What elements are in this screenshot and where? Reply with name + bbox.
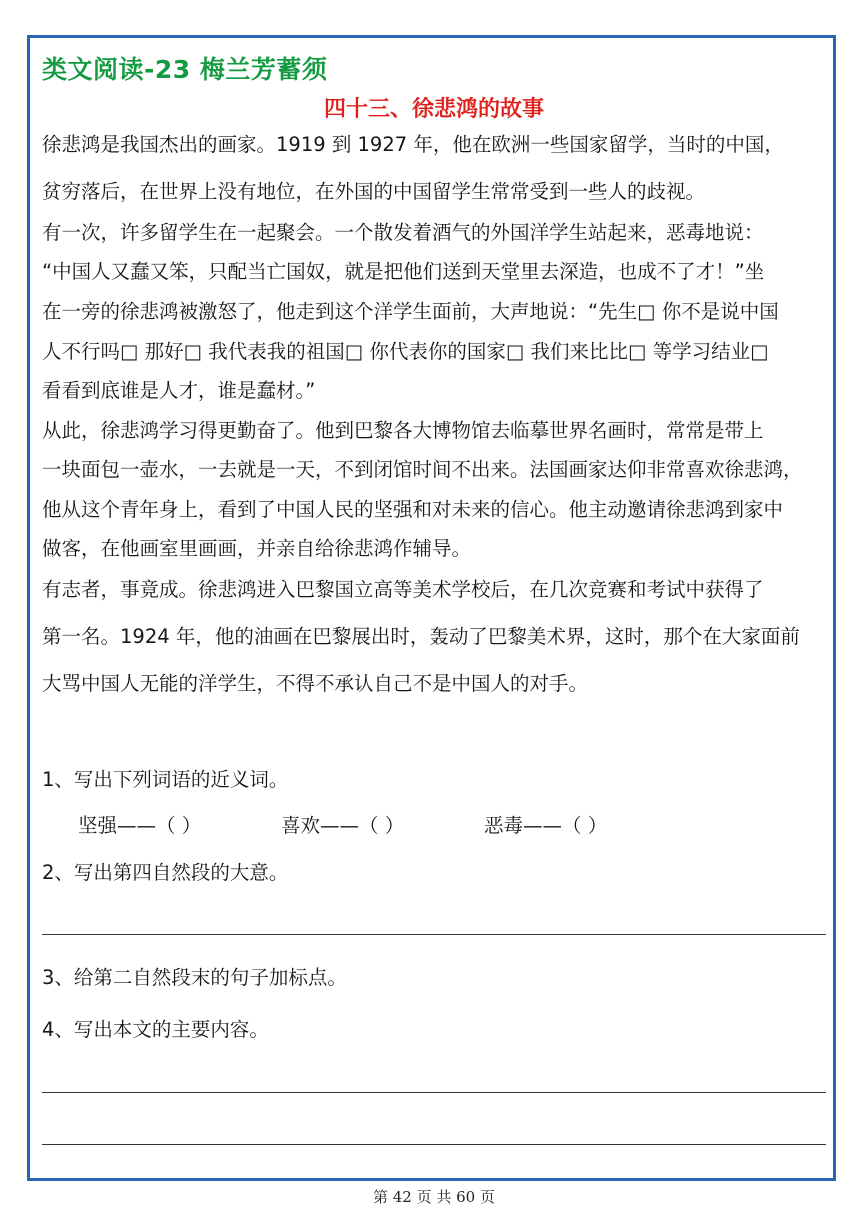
- question-1: 1、写出下列词语的近义词。: [42, 768, 289, 791]
- story-title: 四十三、徐悲鸿的故事: [323, 97, 544, 122]
- page-border: [27, 35, 836, 1181]
- passage-line: 一块面包一壶水，一去就是一天，不到闭馆时间不出来。法国画家达仰非常喜欢徐悲鸿，: [42, 458, 803, 481]
- passage-line: 徐悲鸿是我国杰出的画家。1919 到 1927 年，他在欧洲一些国家留学，当时的中国，: [42, 133, 784, 156]
- passage-line: 在一旁的徐悲鸿被激怒了，他走到这个洋学生面前，大声地说：“先生□ 你不是说中国: [42, 300, 779, 323]
- series-title: 类文阅读-23 梅兰芳蓄须: [42, 55, 328, 84]
- passage-line: 从此，徐悲鸿学习得更勤奋了。他到巴黎各大博物馆去临摹世界名画时，常常是带上: [42, 419, 764, 442]
- passage-line: 做客，在他画室里画画，并亲自给徐悲鸿作辅导。: [42, 537, 472, 560]
- question-4: 4、写出本文的主要内容。: [42, 1018, 269, 1041]
- passage-line: 他从这个青年身上，看到了中国人民的坚强和对未来的信心。他主动邀请徐悲鸿到家中: [42, 498, 784, 521]
- passage-line: 有志者，事竟成。徐悲鸿进入巴黎国立高等美术学校后，在几次竞赛和考试中获得了: [42, 578, 764, 601]
- passage-line: 大骂中国人无能的洋学生，不得不承认自己不是中国人的对手。: [42, 672, 589, 695]
- passage-line: 第一名。1924 年，他的油画在巴黎展出时，轰动了巴黎美术界，这时，那个在大家面前: [42, 625, 800, 648]
- synonym-item: 坚强——（ ）: [78, 814, 202, 837]
- page-number: 第 42 页 共 60 页: [372, 1188, 495, 1206]
- passage-line: 看看到底谁是人才，谁是蠢材。”: [42, 379, 316, 402]
- passage-line: 有一次，许多留学生在一起聚会。一个散发着酒气的外国洋学生站起来，恶毒地说：: [42, 221, 764, 244]
- synonym-item: 喜欢——（ ）: [281, 814, 405, 837]
- synonym-item: 恶毒——（ ）: [484, 814, 608, 837]
- passage-line: 贫穷落后，在世界上没有地位，在外国的中国留学生常常受到一些人的歧视。: [42, 180, 706, 203]
- passage-line: 人不行吗□ 那好□ 我代表我的祖国□ 你代表你的国家□ 我们来比比□ 等学习结业□: [42, 340, 769, 363]
- answer-line: [42, 1144, 826, 1145]
- question-2: 2、写出第四自然段的大意。: [42, 861, 289, 884]
- passage-line: “中国人又蠢又笨，只配当亡国奴，就是把他们送到天堂里去深造，也成不了才！”坐: [42, 260, 765, 283]
- question-3: 3、给第二自然段末的句子加标点。: [42, 966, 347, 989]
- answer-line: [42, 1092, 826, 1093]
- answer-line: [42, 934, 826, 935]
